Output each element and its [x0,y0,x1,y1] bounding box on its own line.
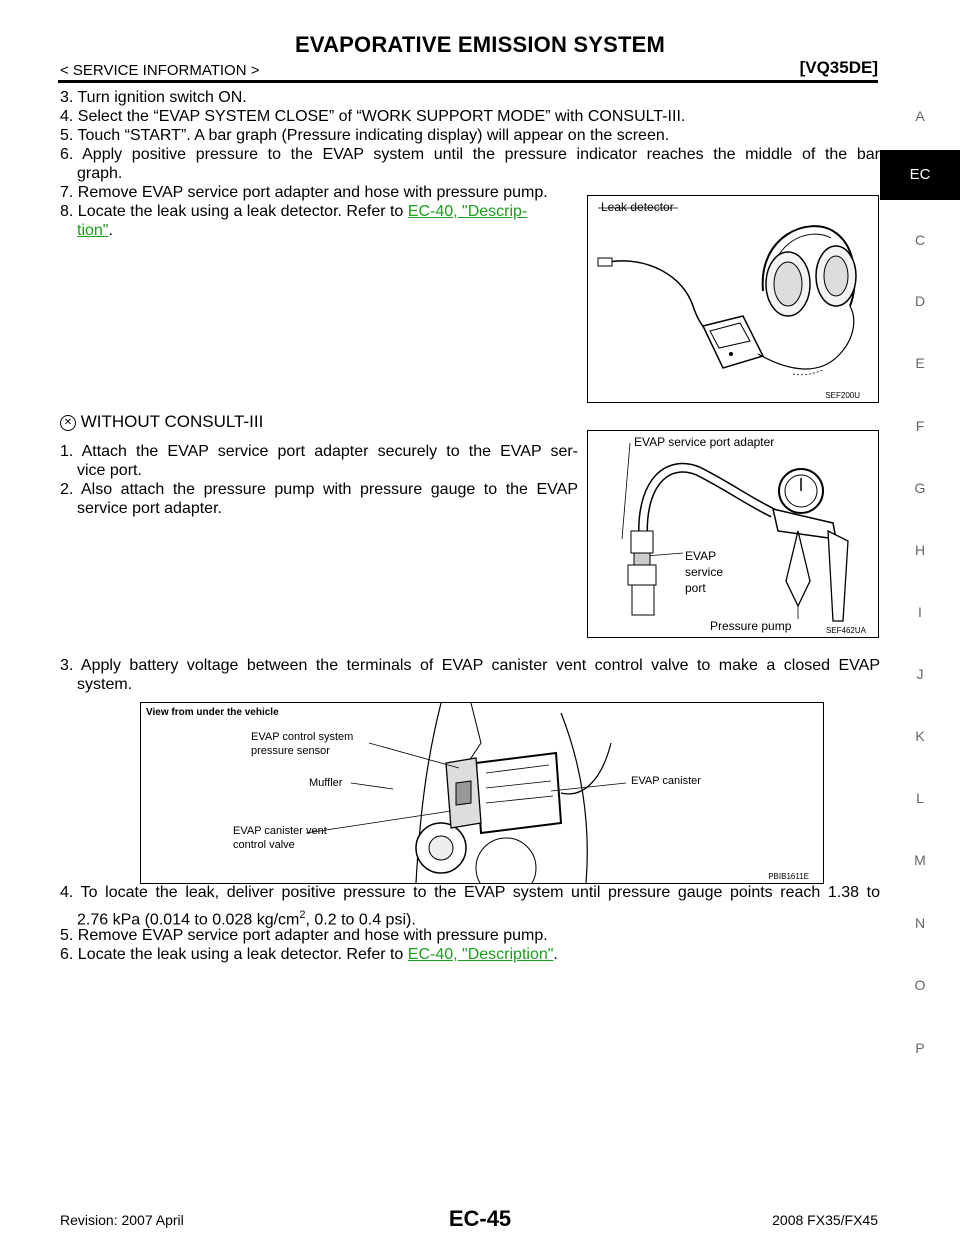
step-5-text: 5. Touch “START”. A bar graph (Pressure indicating display) will appear on the screen. [60,127,670,144]
fig3-code: PBIB1611E [768,872,809,881]
fig1-code: SEF200U [825,391,860,400]
footer-page-number: EC-45 [448,1206,512,1231]
index-letter-p[interactable]: P [915,1040,925,1056]
index-letter-k[interactable]: K [915,728,925,744]
fig2-label-port: port [685,581,706,595]
wo-step-5-text: 5. Remove EVAP service port adapter and hose with pressure pump. [60,927,548,944]
wo-step-3-text: 3. Apply battery voltage between the terminals of EVAP canister vent control valve to make a closed EVAP [60,657,880,674]
step-6-text: 6. Apply positive pressure to the EVAP system until the pressure indicator reaches the middle of the bar [60,146,880,163]
without-consult-text: WITHOUT CONSULT-III [80,412,264,431]
index-letter-f[interactable]: F [915,418,925,434]
wo-step-1-text: 1. Attach the EVAP service port adapter securely to the EVAP ser- [60,443,578,460]
pressure-pump-illustration [588,431,878,637]
index-letter-l[interactable]: L [916,790,924,806]
index-letter-j[interactable]: J [916,666,924,682]
wo-step-1-text-cont: vice port. [77,462,142,479]
wo-step-2-text: 2. Also attach the pressure pump with pressure gauge to the EVAP [60,481,578,498]
index-letter-i[interactable]: I [918,604,922,620]
index-letter-h[interactable]: H [914,542,926,558]
fig3-muffler: Muffler [309,777,343,789]
figure-service-port-adapter [587,430,879,638]
link-ec-40-description-cont[interactable]: tion" [77,222,109,239]
figure-under-vehicle [140,702,824,884]
without-consult-heading [60,412,263,432]
wo-step-2-text-cont: service port adapter. [77,500,222,517]
under-vehicle-illustration [141,703,823,883]
step-8-label: 8. Locate the leak using a leak detector. Refer to [60,203,404,220]
index-letter-e[interactable]: E [915,355,925,371]
index-letter-m[interactable]: M [914,852,926,868]
index-letter-g[interactable]: G [914,480,926,496]
step-4-text: 4. Select the “EVAP SYSTEM CLOSE” of “WORK SUPPORT MODE” with CONSULT-III. [60,108,686,125]
step4-superscript: 2 [299,909,306,921]
index-tab-ec[interactable]: EC [880,150,960,200]
step4-value-2: , 0.2 to 0.4 psi). [305,911,416,929]
link-ec-40-description[interactable]: EC-40, "Descrip- [407,203,528,220]
fig2-label-service: service [685,565,724,579]
fig3-valve-2: control valve [233,839,295,851]
index-letter-o[interactable]: O [914,977,926,993]
fig3-sensor-1: EVAP control system [251,731,354,743]
page-title: EVAPORATIVE EMISSION SYSTEM [294,32,666,57]
fig3-sensor-2: pressure sensor [251,745,330,757]
link-ec-40-description-2[interactable]: EC-40, "Description" [407,946,554,963]
wo-step-3-text-cont: system. [77,676,133,693]
wo-step-6-text: 6. Locate the leak using a leak detector. Refer to EC-40, "Description". [60,946,558,963]
step4-value: 2.76 kPa (0.014 to 0.028 kg/cm [77,911,300,929]
fig3-heading: View from under the vehicle [146,707,279,718]
index-letter-n[interactable]: N [914,915,926,931]
index-letter-d[interactable]: D [914,293,926,309]
section-label: < SERVICE INFORMATION > [60,62,260,79]
wrench-icon: ✕ [60,415,76,431]
step-3-text: 3. Turn ignition switch ON. [60,89,247,106]
step-8-text [60,202,527,221]
fig3-valve-1: EVAP canister vent [233,825,327,837]
wo-step-4-text: 4. To locate the leak, deliver positive pressure to the EVAP system until pressure gauge points reach 1.38 to [60,884,880,901]
step-6-text-cont: graph. [77,165,123,182]
figure-leak-detector [587,195,879,403]
leak-detector-illustration [588,196,878,402]
engine-label: [VQ35DE] [799,58,878,77]
footer-revision: Revision: 2007 April [60,1212,184,1228]
step6-label: 6. Locate the leak using a leak detector. Refer to [60,946,404,963]
fig2-label-evap: EVAP [685,549,717,563]
step-8-text-cont: tion". [77,222,113,239]
step-7-text: 7. Remove EVAP service port adapter and hose with pressure pump. [60,184,548,201]
fig2-label-pump: Pressure pump [710,619,792,633]
footer-model: 2008 FX35/FX45 [772,1212,878,1228]
fig2-label-adapter: EVAP service port adapter [634,435,775,449]
index-letter-a[interactable]: A [915,108,925,124]
fig2-code: SEF462UA [825,626,866,635]
index-letter-c[interactable]: C [914,232,926,248]
header-rule [58,80,878,83]
fig1-label: Leak detector [601,200,674,214]
fig3-canister: EVAP canister [631,775,701,787]
